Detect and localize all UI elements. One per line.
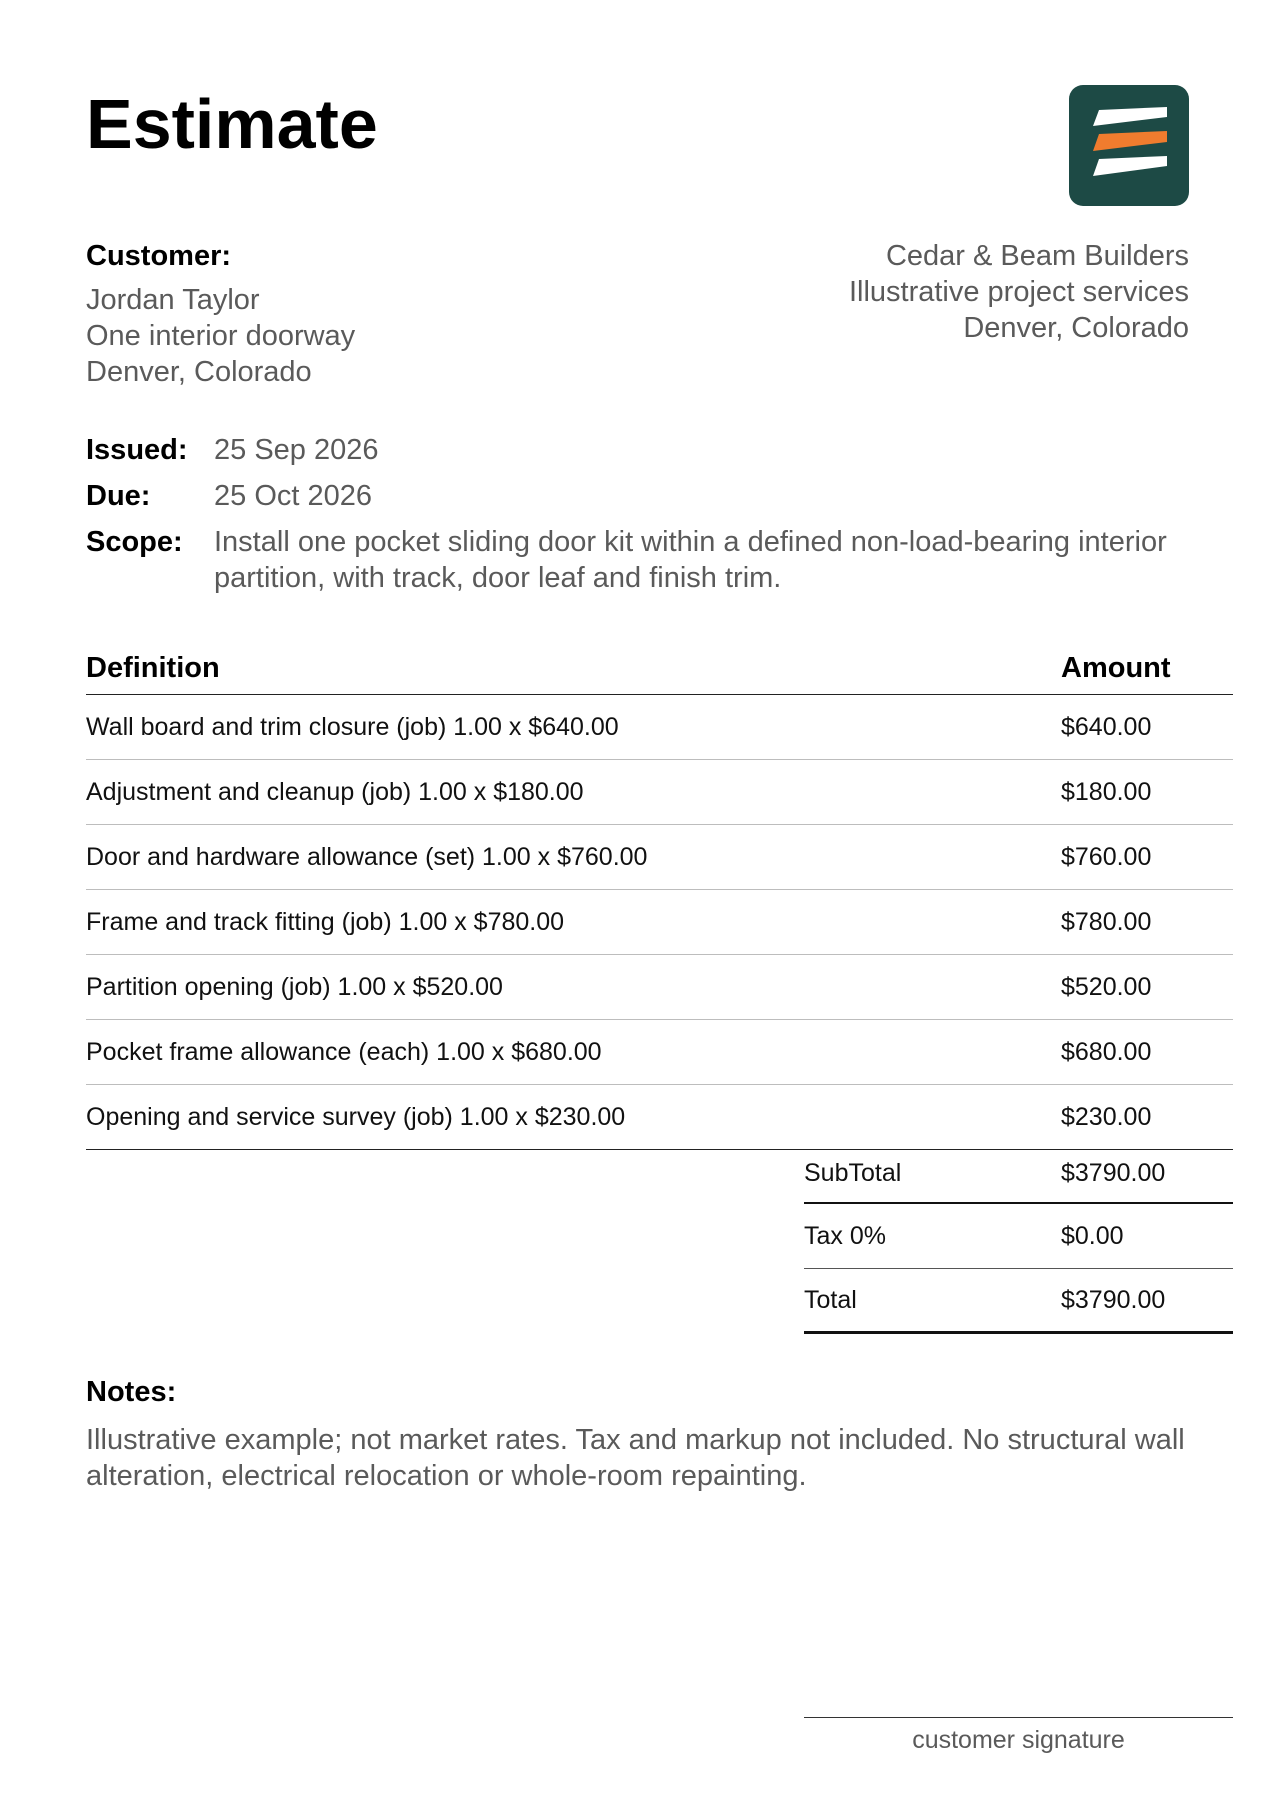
table-header	[86, 652, 1233, 695]
line-items-table	[86, 652, 1233, 1150]
notes-label: Notes:	[86, 1376, 177, 1408]
tax-label: Tax 0%	[804, 1221, 886, 1250]
subtotal-label: SubTotal	[804, 1159, 902, 1187]
amount-header: Amount	[1061, 652, 1171, 684]
tax-value: $0.00	[1061, 1221, 1124, 1250]
item-amount: $180.00	[1061, 777, 1152, 806]
table-row	[86, 1020, 1233, 1085]
subtotal-value: $3790.00	[1061, 1159, 1166, 1187]
company-logo	[1069, 85, 1189, 206]
company-block	[849, 238, 1189, 346]
subtotal-row	[804, 1145, 1233, 1204]
customer-label: Customer:	[86, 240, 232, 272]
stacked-layers-logo-icon	[1069, 85, 1189, 206]
scope-row	[86, 524, 1186, 596]
item-description: Adjustment and cleanup (job) 1.00 x $180.00	[86, 777, 584, 806]
issued-row	[86, 432, 1186, 468]
item-description: Partition opening (job) 1.00 x $520.00	[86, 972, 503, 1001]
scope-label: Scope:	[86, 526, 183, 558]
item-amount: $640.00	[1061, 712, 1152, 741]
total-row	[804, 1269, 1233, 1334]
table-row	[86, 1085, 1233, 1150]
item-description: Wall board and trim closure (job) 1.00 x $640.00	[86, 712, 619, 741]
notes-block	[86, 1374, 1236, 1494]
due-row	[86, 478, 1186, 514]
item-description: Door and hardware allowance (set) 1.00 x $760.00	[86, 842, 648, 871]
table-row	[86, 760, 1233, 825]
signature-label: customer signature	[912, 1726, 1125, 1754]
table-row	[86, 695, 1233, 760]
company-location: Denver, Colorado	[963, 312, 1189, 344]
signature-line	[804, 1717, 1233, 1755]
item-description: Frame and track fitting (job) 1.00 x $780.00	[86, 907, 565, 936]
due-label: Due:	[86, 480, 151, 512]
item-amount: $520.00	[1061, 972, 1152, 1001]
item-amount: $760.00	[1061, 842, 1152, 871]
notes-text: Illustrative example; not market rates. Tax and markup not included. No structural wall alteration, electrical relocation or whole-room repainting.	[86, 1424, 1185, 1492]
customer-name: Jordan Taylor	[86, 284, 260, 316]
totals-block	[804, 1145, 1233, 1334]
tax-row	[804, 1204, 1233, 1269]
item-amount: $780.00	[1061, 907, 1152, 936]
company-name: Cedar & Beam Builders	[885, 240, 1189, 272]
issued-date: 25 Sep 2026	[214, 434, 379, 466]
company-tagline: Illustrative project services	[848, 276, 1189, 308]
definition-header: Definition	[86, 652, 220, 684]
due-date: 25 Oct 2026	[214, 480, 372, 512]
table-row	[86, 825, 1233, 890]
scope-text: Install one pocket sliding door kit within a defined non-load-bearing interior partition, with track, door leaf and finish trim.	[214, 526, 1167, 594]
estimate-meta	[86, 432, 1186, 606]
total-value: $3790.00	[1061, 1285, 1166, 1314]
item-amount: $230.00	[1061, 1102, 1152, 1131]
table-row	[86, 890, 1233, 955]
issued-label: Issued:	[86, 434, 188, 466]
item-description: Pocket frame allowance (each) 1.00 x $680.00	[86, 1037, 602, 1066]
customer-location: Denver, Colorado	[86, 356, 312, 388]
table-row	[86, 955, 1233, 1020]
customer-block	[86, 238, 355, 390]
item-description: Opening and service survey (job) 1.00 x $230.00	[86, 1102, 626, 1131]
total-label: Total	[804, 1285, 857, 1314]
customer-project: One interior doorway	[86, 320, 356, 352]
document-title: Estimate	[86, 85, 378, 163]
item-amount: $680.00	[1061, 1037, 1152, 1066]
